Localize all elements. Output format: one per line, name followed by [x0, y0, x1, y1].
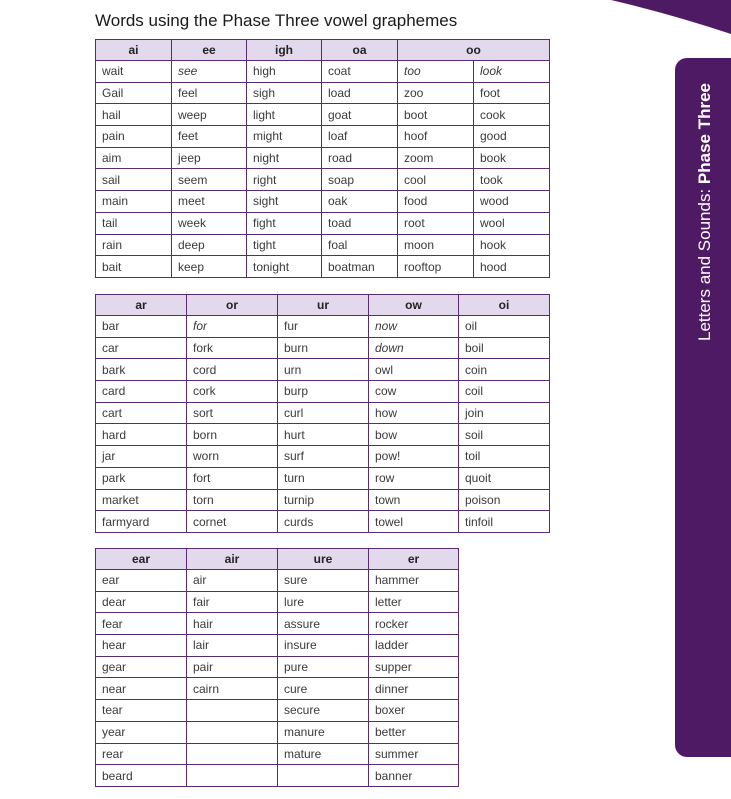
- table-cell: hear: [96, 635, 187, 657]
- table-row: [96, 613, 459, 635]
- table-cell: lair: [187, 635, 278, 657]
- table-cell: might: [247, 126, 322, 148]
- grapheme-table-1: [95, 39, 550, 278]
- table-cell: [187, 700, 278, 722]
- table-cell: sigh: [247, 82, 322, 104]
- table-cell: letter: [369, 591, 459, 613]
- table-row: [96, 234, 550, 256]
- table-cell: bait: [96, 256, 172, 278]
- table-cell: hail: [96, 104, 172, 126]
- table-row: [96, 743, 459, 765]
- table-cell: mature: [278, 743, 369, 765]
- table-cell: right: [247, 169, 322, 191]
- table-cell: bark: [96, 359, 187, 381]
- table-cell: coat: [322, 61, 398, 83]
- column-header: ow: [369, 295, 459, 316]
- table-cell: tail: [96, 212, 172, 234]
- table-cell: goat: [322, 104, 398, 126]
- column-header: or: [187, 295, 278, 316]
- table-cell: car: [96, 337, 187, 359]
- table-cell: sort: [187, 402, 278, 424]
- table-cell: rocker: [369, 613, 459, 635]
- table-cell: main: [96, 191, 172, 213]
- table-cell: rooftop: [398, 256, 474, 278]
- table-cell: [187, 721, 278, 743]
- table-cell: year: [96, 721, 187, 743]
- table-cell: foal: [322, 234, 398, 256]
- column-header: ear: [96, 549, 187, 570]
- table-cell: good: [474, 126, 550, 148]
- table-header-row: [96, 40, 550, 61]
- table-row: [96, 104, 550, 126]
- table-cell: high: [247, 61, 322, 83]
- table-cell: pow!: [369, 446, 459, 468]
- table-cell: cook: [474, 104, 550, 126]
- table-cell: soap: [322, 169, 398, 191]
- table-row: [96, 591, 459, 613]
- table-row: [96, 678, 459, 700]
- table-row: [96, 656, 459, 678]
- table-row: [96, 467, 550, 489]
- table-cell: better: [369, 721, 459, 743]
- table-cell: moon: [398, 234, 474, 256]
- table-cell: town: [369, 489, 459, 511]
- table-cell: jeep: [172, 147, 247, 169]
- table-cell: pain: [96, 126, 172, 148]
- table-cell: boil: [459, 337, 550, 359]
- side-tab-label: [695, 83, 715, 341]
- table-cell: now: [369, 316, 459, 338]
- table-cell: cork: [187, 381, 278, 403]
- table-cell: food: [398, 191, 474, 213]
- table-row: [96, 316, 550, 338]
- table-cell: gear: [96, 656, 187, 678]
- table-cell: hard: [96, 424, 187, 446]
- table-row: [96, 424, 550, 446]
- table-cell: soil: [459, 424, 550, 446]
- table-cell: summer: [369, 743, 459, 765]
- table-cell: wait: [96, 61, 172, 83]
- table-cell: fear: [96, 613, 187, 635]
- page-title: Words using the Phase Three vowel graphemes: [95, 11, 458, 30]
- table-cell: fort: [187, 467, 278, 489]
- table-cell: wood: [474, 191, 550, 213]
- table-cell: hood: [474, 256, 550, 278]
- table-cell: rain: [96, 234, 172, 256]
- table-cell: rear: [96, 743, 187, 765]
- table-cell: keep: [172, 256, 247, 278]
- table-cell: [187, 765, 278, 787]
- table-cell: manure: [278, 721, 369, 743]
- table-cell: light: [247, 104, 322, 126]
- table-row: [96, 337, 550, 359]
- table-row: [96, 381, 550, 403]
- table-row: [96, 147, 550, 169]
- corner-swoosh-decoration: [591, 0, 731, 40]
- table-cell: cool: [398, 169, 474, 191]
- table-cell: air: [187, 570, 278, 592]
- table-cell: poison: [459, 489, 550, 511]
- table-cell: road: [322, 147, 398, 169]
- table-cell: Gail: [96, 82, 172, 104]
- table-cell: pair: [187, 656, 278, 678]
- table-cell: join: [459, 402, 550, 424]
- table-cell: curl: [278, 402, 369, 424]
- table-cell: lure: [278, 591, 369, 613]
- table-cell: dear: [96, 591, 187, 613]
- table-cell: tinfoil: [459, 511, 550, 533]
- table-cell: book: [474, 147, 550, 169]
- column-header: ur: [278, 295, 369, 316]
- table-cell: farmyard: [96, 511, 187, 533]
- table-cell: down: [369, 337, 459, 359]
- table-cell: beard: [96, 765, 187, 787]
- table-cell: [187, 743, 278, 765]
- table-cell: wool: [474, 212, 550, 234]
- table-cell: boot: [398, 104, 474, 126]
- table-row: [96, 635, 459, 657]
- table-row: [96, 61, 550, 83]
- table-cell: cornet: [187, 511, 278, 533]
- table-cell: burp: [278, 381, 369, 403]
- table-cell: towel: [369, 511, 459, 533]
- table-cell: burn: [278, 337, 369, 359]
- table-cell: tight: [247, 234, 322, 256]
- table-cell: hair: [187, 613, 278, 635]
- table-row: [96, 765, 459, 787]
- table-row: [96, 511, 550, 533]
- column-header: air: [187, 549, 278, 570]
- table-cell: loaf: [322, 126, 398, 148]
- table-cell: fight: [247, 212, 322, 234]
- table-cell: foot: [474, 82, 550, 104]
- column-header: oo: [398, 40, 550, 61]
- table-cell: hammer: [369, 570, 459, 592]
- table-row: [96, 446, 550, 468]
- table-cell: for: [187, 316, 278, 338]
- table-cell: insure: [278, 635, 369, 657]
- table-cell: boxer: [369, 700, 459, 722]
- table-header-row: [96, 549, 459, 570]
- column-header: oa: [322, 40, 398, 61]
- table-row: [96, 402, 550, 424]
- table-cell: near: [96, 678, 187, 700]
- column-header: ar: [96, 295, 187, 316]
- column-header: ure: [278, 549, 369, 570]
- table-row: [96, 256, 550, 278]
- table-cell: tonight: [247, 256, 322, 278]
- grapheme-table-3: [95, 548, 459, 787]
- table-cell: too: [398, 61, 474, 83]
- table-cell: see: [172, 61, 247, 83]
- table-cell: sight: [247, 191, 322, 213]
- table-cell: owl: [369, 359, 459, 381]
- side-tab-label-regular: Letters and Sounds:: [695, 184, 714, 341]
- table-cell: born: [187, 424, 278, 446]
- table-cell: cart: [96, 402, 187, 424]
- table-cell: turn: [278, 467, 369, 489]
- table-cell: quoit: [459, 467, 550, 489]
- table-cell: turnip: [278, 489, 369, 511]
- table-cell: tear: [96, 700, 187, 722]
- table-cell: feel: [172, 82, 247, 104]
- table-cell: boatman: [322, 256, 398, 278]
- table-cell: bar: [96, 316, 187, 338]
- table-cell: cow: [369, 381, 459, 403]
- table-cell: feet: [172, 126, 247, 148]
- table-cell: hook: [474, 234, 550, 256]
- table-row: [96, 489, 550, 511]
- table-cell: sail: [96, 169, 172, 191]
- table-cell: banner: [369, 765, 459, 787]
- table-cell: card: [96, 381, 187, 403]
- column-header: oi: [459, 295, 550, 316]
- table-cell: market: [96, 489, 187, 511]
- table-cell: worn: [187, 446, 278, 468]
- table-row: [96, 126, 550, 148]
- table-cell: torn: [187, 489, 278, 511]
- table-cell: secure: [278, 700, 369, 722]
- table-row: [96, 570, 459, 592]
- table-cell: hoof: [398, 126, 474, 148]
- table-cell: toad: [322, 212, 398, 234]
- table-cell: sure: [278, 570, 369, 592]
- table-row: [96, 169, 550, 191]
- table-cell: coin: [459, 359, 550, 381]
- table-cell: bow: [369, 424, 459, 446]
- table-row: [96, 191, 550, 213]
- table-cell: ladder: [369, 635, 459, 657]
- table-cell: week: [172, 212, 247, 234]
- table-cell: assure: [278, 613, 369, 635]
- table-cell: seem: [172, 169, 247, 191]
- table-cell: fur: [278, 316, 369, 338]
- table-cell: [278, 765, 369, 787]
- table-cell: curds: [278, 511, 369, 533]
- table-cell: root: [398, 212, 474, 234]
- table-cell: oil: [459, 316, 550, 338]
- table-cell: urn: [278, 359, 369, 381]
- table-cell: zoom: [398, 147, 474, 169]
- table-row: [96, 82, 550, 104]
- table-cell: meet: [172, 191, 247, 213]
- table-cell: cord: [187, 359, 278, 381]
- side-tab-label-bold: Phase Three: [695, 83, 714, 185]
- table-cell: cure: [278, 678, 369, 700]
- table-cell: toil: [459, 446, 550, 468]
- table-cell: pure: [278, 656, 369, 678]
- column-header: ai: [96, 40, 172, 61]
- table-cell: park: [96, 467, 187, 489]
- table-row: [96, 359, 550, 381]
- table-cell: hurt: [278, 424, 369, 446]
- table-cell: load: [322, 82, 398, 104]
- table-cell: look: [474, 61, 550, 83]
- table-cell: jar: [96, 446, 187, 468]
- table-cell: deep: [172, 234, 247, 256]
- grapheme-table-2: [95, 294, 550, 533]
- table-header-row: [96, 295, 550, 316]
- table-cell: night: [247, 147, 322, 169]
- table-cell: dinner: [369, 678, 459, 700]
- table-cell: cairn: [187, 678, 278, 700]
- table-cell: fair: [187, 591, 278, 613]
- column-header: er: [369, 549, 459, 570]
- table-row: [96, 721, 459, 743]
- table-row: [96, 212, 550, 234]
- table-cell: zoo: [398, 82, 474, 104]
- table-cell: aim: [96, 147, 172, 169]
- table-row: [96, 700, 459, 722]
- table-cell: weep: [172, 104, 247, 126]
- table-cell: supper: [369, 656, 459, 678]
- table-cell: row: [369, 467, 459, 489]
- table-cell: how: [369, 402, 459, 424]
- column-header: ee: [172, 40, 247, 61]
- table-cell: oak: [322, 191, 398, 213]
- table-cell: took: [474, 169, 550, 191]
- column-header: igh: [247, 40, 322, 61]
- table-cell: ear: [96, 570, 187, 592]
- table-cell: coil: [459, 381, 550, 403]
- table-cell: surf: [278, 446, 369, 468]
- table-cell: fork: [187, 337, 278, 359]
